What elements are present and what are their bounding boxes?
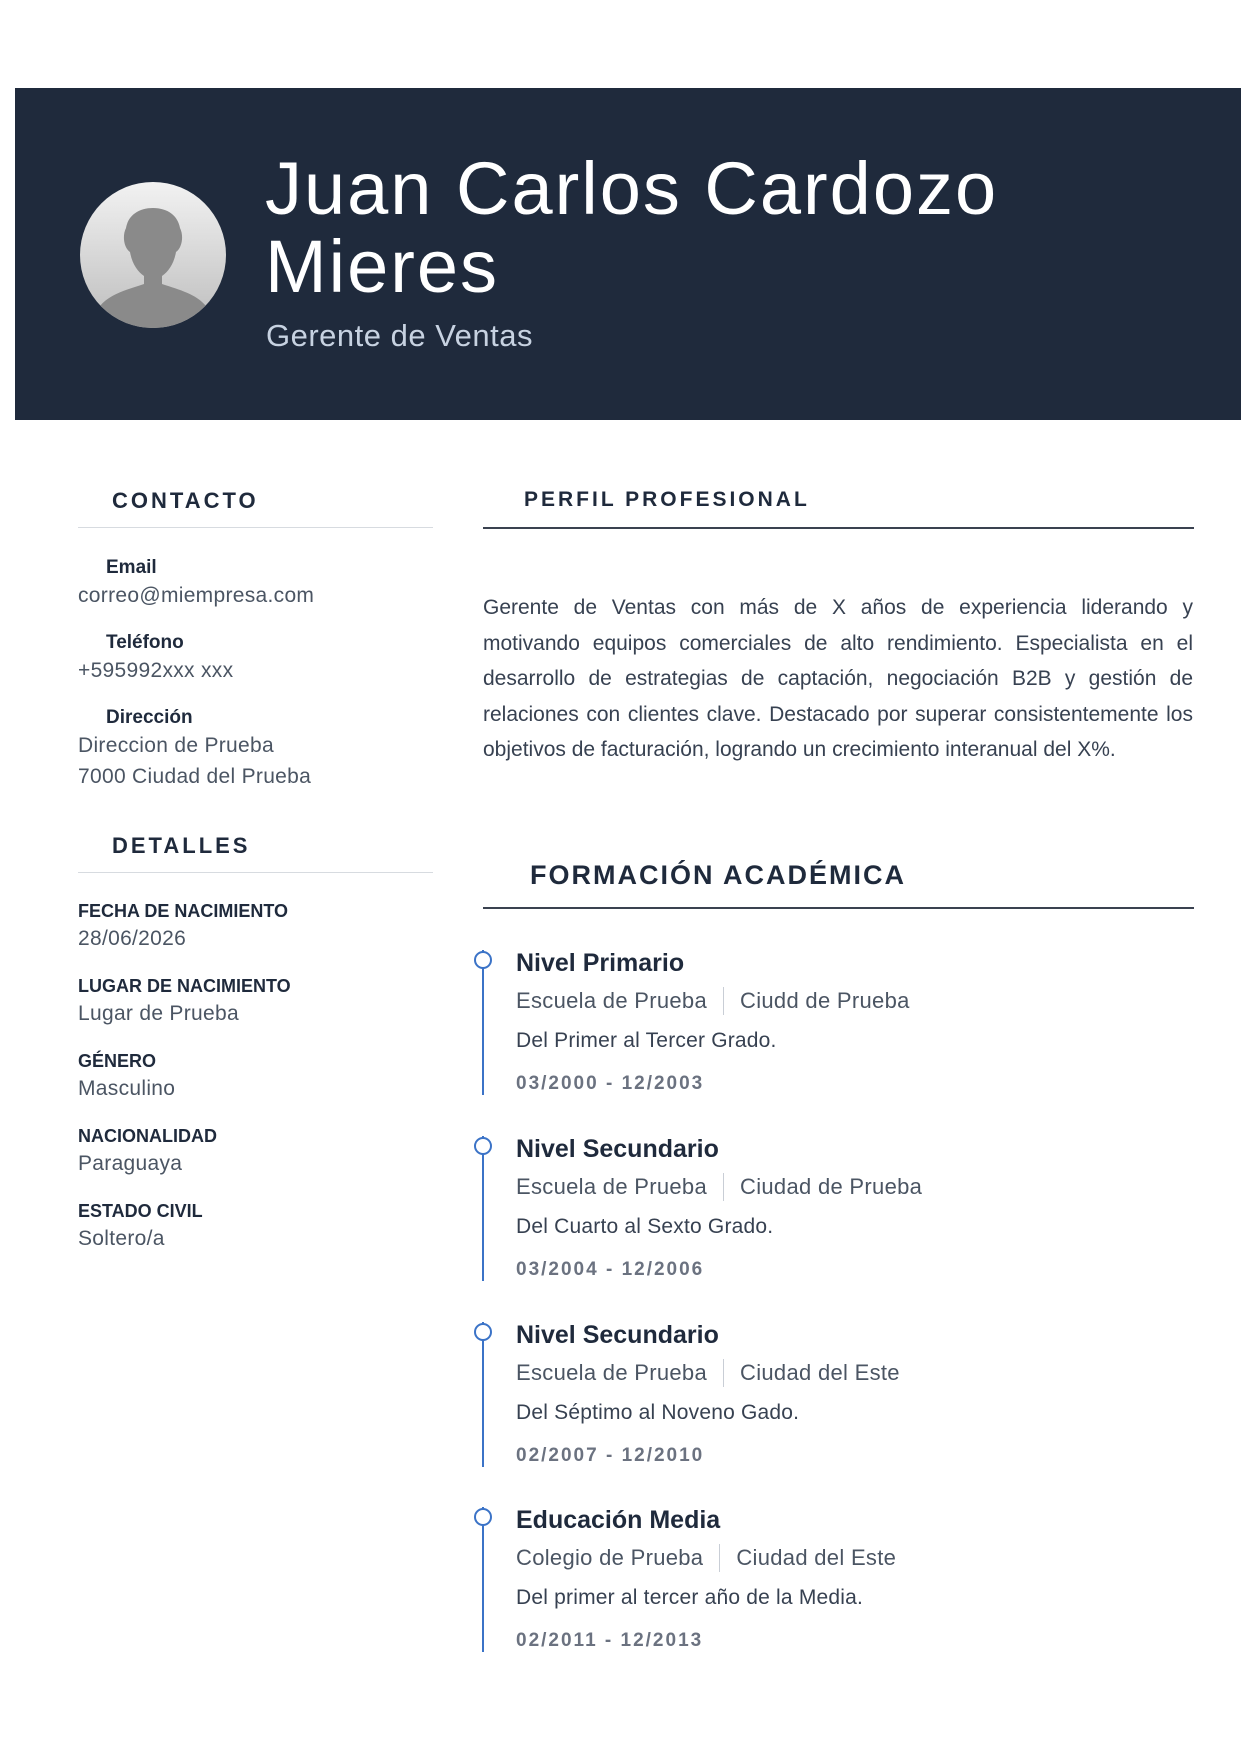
education-item-school: Escuela de Prueba	[516, 1174, 708, 1199]
details-divider	[78, 872, 433, 873]
education-item-school-line	[516, 1359, 900, 1387]
details-title: DETALLES	[112, 833, 251, 858]
email-label: Email	[106, 557, 157, 578]
education-item-title: Educación Media	[516, 1506, 721, 1534]
contact-divider	[78, 527, 433, 528]
gender-label: GÉNERO	[78, 1051, 157, 1071]
contact-title: CONTACTO	[112, 488, 259, 513]
profile-divider	[483, 527, 1194, 529]
candidate-role: Gerente de Ventas	[266, 318, 534, 353]
education-item-dates: 03/2000 - 12/2003	[516, 1073, 705, 1094]
education-item-city: Ciudad del Este	[736, 1545, 897, 1570]
separator	[723, 1173, 724, 1201]
education-item-city: Ciudd de Prueba	[740, 988, 910, 1013]
timeline-line	[482, 1322, 484, 1467]
education-title: FORMACIÓN ACADÉMICA	[530, 860, 906, 890]
education-item-title: Nivel Secundario	[516, 1135, 719, 1163]
separator	[719, 1544, 720, 1572]
timeline-circle-icon	[474, 1323, 492, 1341]
education-item-title: Nivel Primario	[516, 949, 685, 977]
education-item-description: Del Séptimo al Noveno Gado.	[516, 1401, 800, 1424]
nationality-value: Paraguaya	[78, 1152, 183, 1175]
phone-label: Teléfono	[106, 632, 184, 653]
timeline-circle-icon	[474, 951, 492, 969]
timeline-line	[482, 1507, 484, 1652]
education-item-school-line	[516, 1544, 896, 1572]
name-line-1: Juan Carlos Cardozo	[265, 147, 999, 230]
education-item-title: Nivel Secundario	[516, 1321, 719, 1349]
education-item-description: Del primer al tercer año de la Media.	[516, 1586, 864, 1609]
name-line-2: Mieres	[265, 225, 500, 308]
education-item-school-line	[516, 1173, 922, 1201]
education-item-dates: 02/2007 - 12/2010	[516, 1445, 705, 1466]
education-item-school: Escuela de Prueba	[516, 988, 708, 1013]
phone-value: +595992xxx xxx	[78, 659, 234, 682]
birthplace-label: LUGAR DE NACIMIENTO	[78, 976, 291, 996]
separator	[723, 1359, 724, 1387]
education-item-city: Ciudad de Prueba	[740, 1174, 923, 1199]
birthplace-value: Lugar de Prueba	[78, 1002, 239, 1025]
address-line-2: 7000 Ciudad del Prueba	[78, 765, 312, 788]
timeline-circle-icon	[474, 1137, 492, 1155]
timeline-circle-icon	[474, 1508, 492, 1526]
education-item-school-line	[516, 987, 910, 1015]
timeline-line	[482, 1136, 484, 1281]
marital-status-label: ESTADO CIVIL	[78, 1201, 203, 1221]
email-value: correo@miempresa.com	[78, 584, 315, 607]
education-item-dates: 02/2011 - 12/2013	[516, 1630, 704, 1651]
education-item-city: Ciudad del Este	[740, 1360, 900, 1385]
address-label: Dirección	[106, 707, 193, 728]
candidate-name	[265, 147, 1165, 308]
nationality-label: NACIONALIDAD	[78, 1126, 217, 1146]
marital-status-value: Soltero/a	[78, 1227, 165, 1250]
avatar-person-icon	[80, 182, 226, 328]
address-line-1: Direccion de Prueba	[78, 734, 274, 757]
education-divider	[483, 907, 1194, 909]
education-item-dates: 03/2004 - 12/2006	[516, 1259, 705, 1280]
education-item-school: Colegio de Prueba	[516, 1545, 704, 1570]
birthdate-label: FECHA DE NACIMIENTO	[78, 901, 289, 921]
profile-summary: Gerente de Ventas con más de X años de experiencia liderando y motivando equipos comerciales de alto rendimiento. Especialista en el desarrollo de estrategias de captación, negociación B2B y gestión de relaciones con clientes clave. Destacado por superar consistentemente los objetivos de facturación, logrando un crecimiento interanual del X%.	[483, 596, 1193, 761]
timeline-line	[482, 950, 484, 1095]
education-item-description: Del Primer al Tercer Grado.	[516, 1029, 777, 1052]
education-item-school: Escuela de Prueba	[516, 1360, 708, 1385]
profile-title: PERFIL PROFESIONAL	[524, 488, 810, 511]
birthdate-value: 28/06/2026	[78, 927, 187, 950]
gender-value: Masculino	[78, 1077, 176, 1100]
separator	[723, 987, 724, 1015]
education-item-description: Del Cuarto al Sexto Grado.	[516, 1215, 774, 1238]
